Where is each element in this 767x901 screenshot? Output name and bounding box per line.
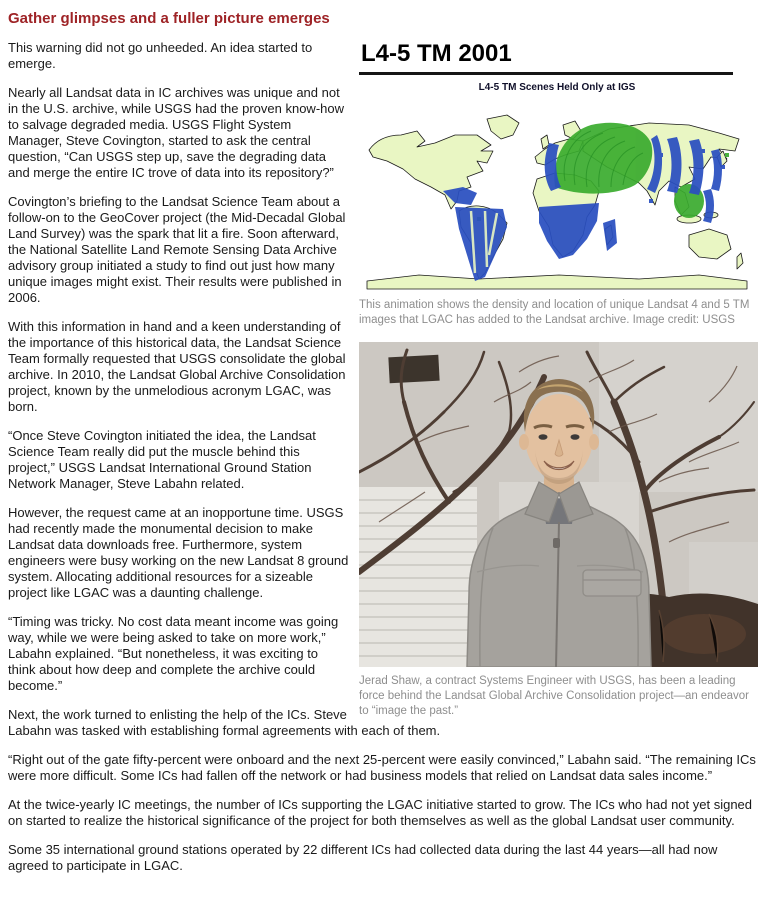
- paragraph: Nearly all Landsat data in IC archives was unique and not in the U.S. archive, while USGS had the proven know-how to salvage degraded media. USGS Flight System Manager, Steve Covington, started to ask the central question, “Can USGS step up, save the degrading data and merge the entire IC trove of data into its repository?”: [8, 85, 345, 180]
- paragraph: Next, the work turned to enlisting the help of the ICs. Steve Labahn was tasked with establishing formal agreements with each of them.: [8, 707, 441, 738]
- paragraph: “Timing was tricky. No cost data meant income was going way, while we were being asked to take on more work,” Labahn explained. “But nonetheless, it was exciting to think about how deep and complete the archive could become.”: [8, 614, 339, 693]
- world-coverage-map: [359, 95, 755, 291]
- map-divider: [359, 72, 733, 75]
- paragraph: At the twice-yearly IC meetings, the number of ICs supporting the LGAC initiative started to grow. The ICs who had not yet signed on started to realize the historical significance of the project for both themselves as well as the global Landsat user community.: [8, 797, 753, 828]
- page-title: Gather glimpses and a fuller picture emerges: [8, 10, 330, 27]
- map-year-heading: L4-5 TM 2001: [361, 40, 512, 67]
- paragraph: With this information in hand and a keen understanding of the importance of this historical data, the Landsat Science Team formally requested that USGS consolidate the global archive. In 2010, the Landsat Global Archive Consolidation project, known by the unmelodious acronym LGAC, was born.: [8, 319, 346, 414]
- paragraph: However, the request came at an inopportune time. USGS had recently made the monumental decision to make Landsat data downloads free. Furthermore, system engineers were busy working on the new Landsat 8 ground system. Allocating additional resources for a sizeable project like LGAC was a daunting challenge.: [8, 505, 349, 600]
- map-chart-title: L4-5 TM Scenes Held Only at IGS: [478, 82, 636, 93]
- jerad-shaw-photo: [359, 342, 758, 667]
- paragraph: “Once Steve Covington initiated the idea, the Landsat Science Team really did put the muscle behind this project,” USGS Landsat International Ground Station Network Manager, Steve Labahn related.: [8, 428, 316, 491]
- map-figure: [359, 40, 759, 328]
- paragraph: This warning did not go unheeded. An idea started to emerge.: [8, 40, 313, 71]
- right-column: [359, 40, 759, 719]
- paragraph: Covington’s briefing to the Landsat Science Team about a follow-on to the GeoCover project (the Mid-Decadal Global Land Survey) was the spark that lit a fire. Soon afterward, the National Satellite Land Remote Sensing Data Archive advisory group initiated a study to find out just how many unique images might exist. Their results were published in 2006.: [8, 194, 346, 305]
- photo-figure: [359, 342, 759, 719]
- photo-caption: Jerad Shaw, a contract Systems Engineer with USGS, has been a leading force behind the Landsat Global Archive Consolidation project—an endeavor to “image the past.”: [359, 675, 749, 717]
- paragraph: Some 35 international ground stations operated by 22 different ICs had collected data during the last 44 years—all had now agreed to participate in LGAC.: [8, 842, 718, 873]
- map-caption: This animation shows the density and location of unique Landsat 4 and 5 TM images that LGAC has added to the Landsat archive. Image credit: USGS: [359, 299, 750, 326]
- paragraph: “Right out of the gate fifty-percent were onboard and the next 25-percent were easily convinced,” Labahn said. “The remaining ICs were more difficult. Some ICs had fallen off the network or had business models that relied on Landsat data sales income.”: [8, 752, 756, 783]
